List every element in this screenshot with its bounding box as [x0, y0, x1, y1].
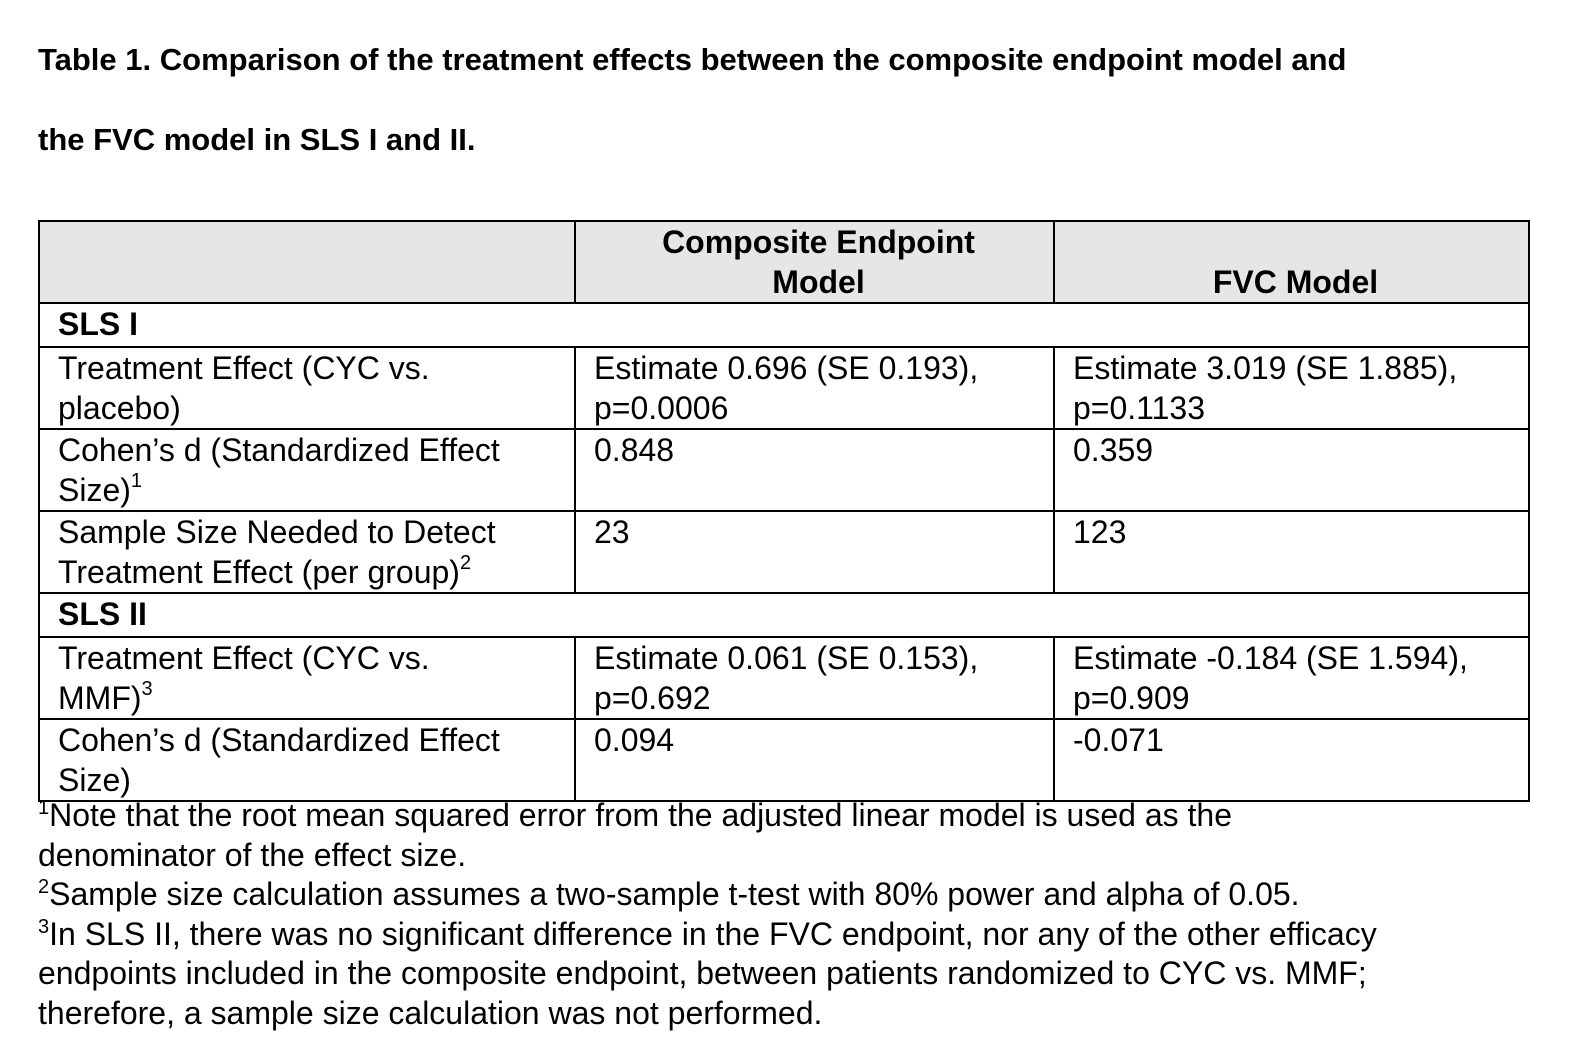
section-label: SLS II	[39, 593, 1529, 637]
footnote-text: therefore, a sample size calculation was not performed.	[38, 994, 823, 1031]
composite-value-line-1: 0.848	[594, 432, 675, 468]
fvc-value-cell	[1054, 637, 1529, 719]
row-label-line-1: Sample Size Needed to Detect	[58, 514, 496, 550]
fvc-value-line-2: p=0.1133	[1073, 390, 1205, 426]
header-cell-empty	[39, 221, 575, 303]
footnote-number: 3	[38, 915, 50, 938]
footnote-text: In SLS II, there was no significant difference in the FVC endpoint, nor any of the other efficacy	[49, 915, 1377, 952]
fvc-value-line-1: 0.359	[1073, 432, 1154, 468]
table-row	[39, 637, 1529, 719]
row-label-line-1: Treatment Effect (CYC vs.	[58, 640, 430, 676]
fvc-value-line-1: -0.071	[1073, 722, 1164, 758]
row-label-line-2	[58, 470, 564, 510]
header-fvc-model: FVC Model	[1054, 221, 1529, 303]
footnote-line	[38, 796, 1558, 836]
section-row	[39, 303, 1529, 347]
row-label-line-2-text: Size)	[58, 762, 131, 798]
composite-value-line-1: Estimate 0.061 (SE 0.153),	[594, 640, 979, 676]
composite-value-line-1: 0.094	[594, 722, 675, 758]
row-label-line-2	[58, 760, 564, 800]
footnote-line	[38, 875, 1558, 915]
footnote-line	[38, 954, 1558, 994]
fvc-value-line-1: Estimate -0.184 (SE 1.594),	[1073, 640, 1468, 676]
table-title	[38, 20, 1538, 180]
footnote-text: Sample size calculation assumes a two-sample t-test with 80% power and alpha of 0.05.	[49, 876, 1300, 912]
row-label-cell	[39, 347, 575, 429]
composite-value-line-2: p=0.692	[594, 680, 711, 716]
fvc-value-line-1: Estimate 3.019 (SE 1.885),	[1073, 350, 1458, 386]
footnote-text: denominator of the effect size.	[38, 836, 467, 873]
composite-value-cell	[575, 511, 1054, 593]
section-row	[39, 593, 1529, 637]
footnote-marker: 3	[141, 678, 153, 701]
footnote-marker: 1	[130, 470, 143, 493]
row-label-line-2-text: MMF)	[58, 680, 142, 716]
fvc-value-line-2: p=0.909	[1073, 680, 1190, 716]
row-label-line-2-text: Treatment Effect (per group)	[58, 554, 460, 590]
row-label-line-2	[58, 552, 564, 592]
row-label-line-2	[58, 678, 564, 718]
footnote-line	[38, 836, 1558, 876]
composite-value-line-1: Estimate 0.696 (SE 0.193),	[594, 350, 979, 386]
table-row	[39, 429, 1529, 511]
section-label: SLS I	[39, 303, 1529, 347]
fvc-value-cell	[1054, 347, 1529, 429]
row-label-line-1: Cohen’s d (Standardized Effect	[58, 722, 500, 758]
composite-value-cell	[575, 637, 1054, 719]
row-label-line-2-text: placebo)	[58, 390, 181, 426]
footnote-line	[38, 994, 1558, 1034]
row-label-cell	[39, 719, 575, 801]
title-line-2: the FVC model in SLS I and II.	[38, 122, 476, 157]
footnote-line	[38, 915, 1558, 955]
row-label-line-1: Cohen’s d (Standardized Effect	[58, 432, 500, 468]
composite-value-cell	[575, 347, 1054, 429]
fvc-value-cell	[1054, 719, 1529, 801]
table-row	[39, 511, 1529, 593]
composite-value-line-2: p=0.0006	[594, 390, 729, 426]
footnote-text: endpoints included in the composite endpoint, between patients randomized to CYC vs. MMF;	[38, 955, 1367, 991]
row-label-cell	[39, 429, 575, 511]
composite-value-cell	[575, 429, 1054, 511]
fvc-value-cell	[1054, 511, 1529, 593]
footnote-number: 1	[38, 797, 50, 820]
row-label-line-1: Treatment Effect (CYC vs.	[58, 350, 430, 386]
footnotes	[38, 796, 1558, 1033]
table-row	[39, 347, 1529, 429]
fvc-value-line-1: 123	[1073, 514, 1127, 550]
composite-value-line-1: 23	[594, 514, 630, 550]
row-label-line-2-text: Size)	[58, 472, 131, 508]
footnote-number: 2	[38, 876, 50, 899]
footnote-text: Note that the root mean squared error from the adjusted linear model is used as the	[49, 797, 1232, 833]
header-composite-line-2: Model	[772, 264, 865, 300]
composite-value-cell	[575, 719, 1054, 801]
row-label-cell	[39, 637, 575, 719]
comparison-table	[38, 220, 1530, 802]
table-header-row	[39, 221, 1529, 303]
header-composite-line-1: Composite Endpoint	[662, 224, 975, 260]
header-composite-endpoint-model	[575, 221, 1054, 303]
row-label-line-2	[58, 388, 564, 428]
title-line-1: Table 1. Comparison of the treatment effects between the composite endpoint model and	[38, 42, 1347, 77]
footnote-marker: 2	[459, 552, 472, 575]
table-row	[39, 719, 1529, 801]
fvc-value-cell	[1054, 429, 1529, 511]
row-label-cell	[39, 511, 575, 593]
